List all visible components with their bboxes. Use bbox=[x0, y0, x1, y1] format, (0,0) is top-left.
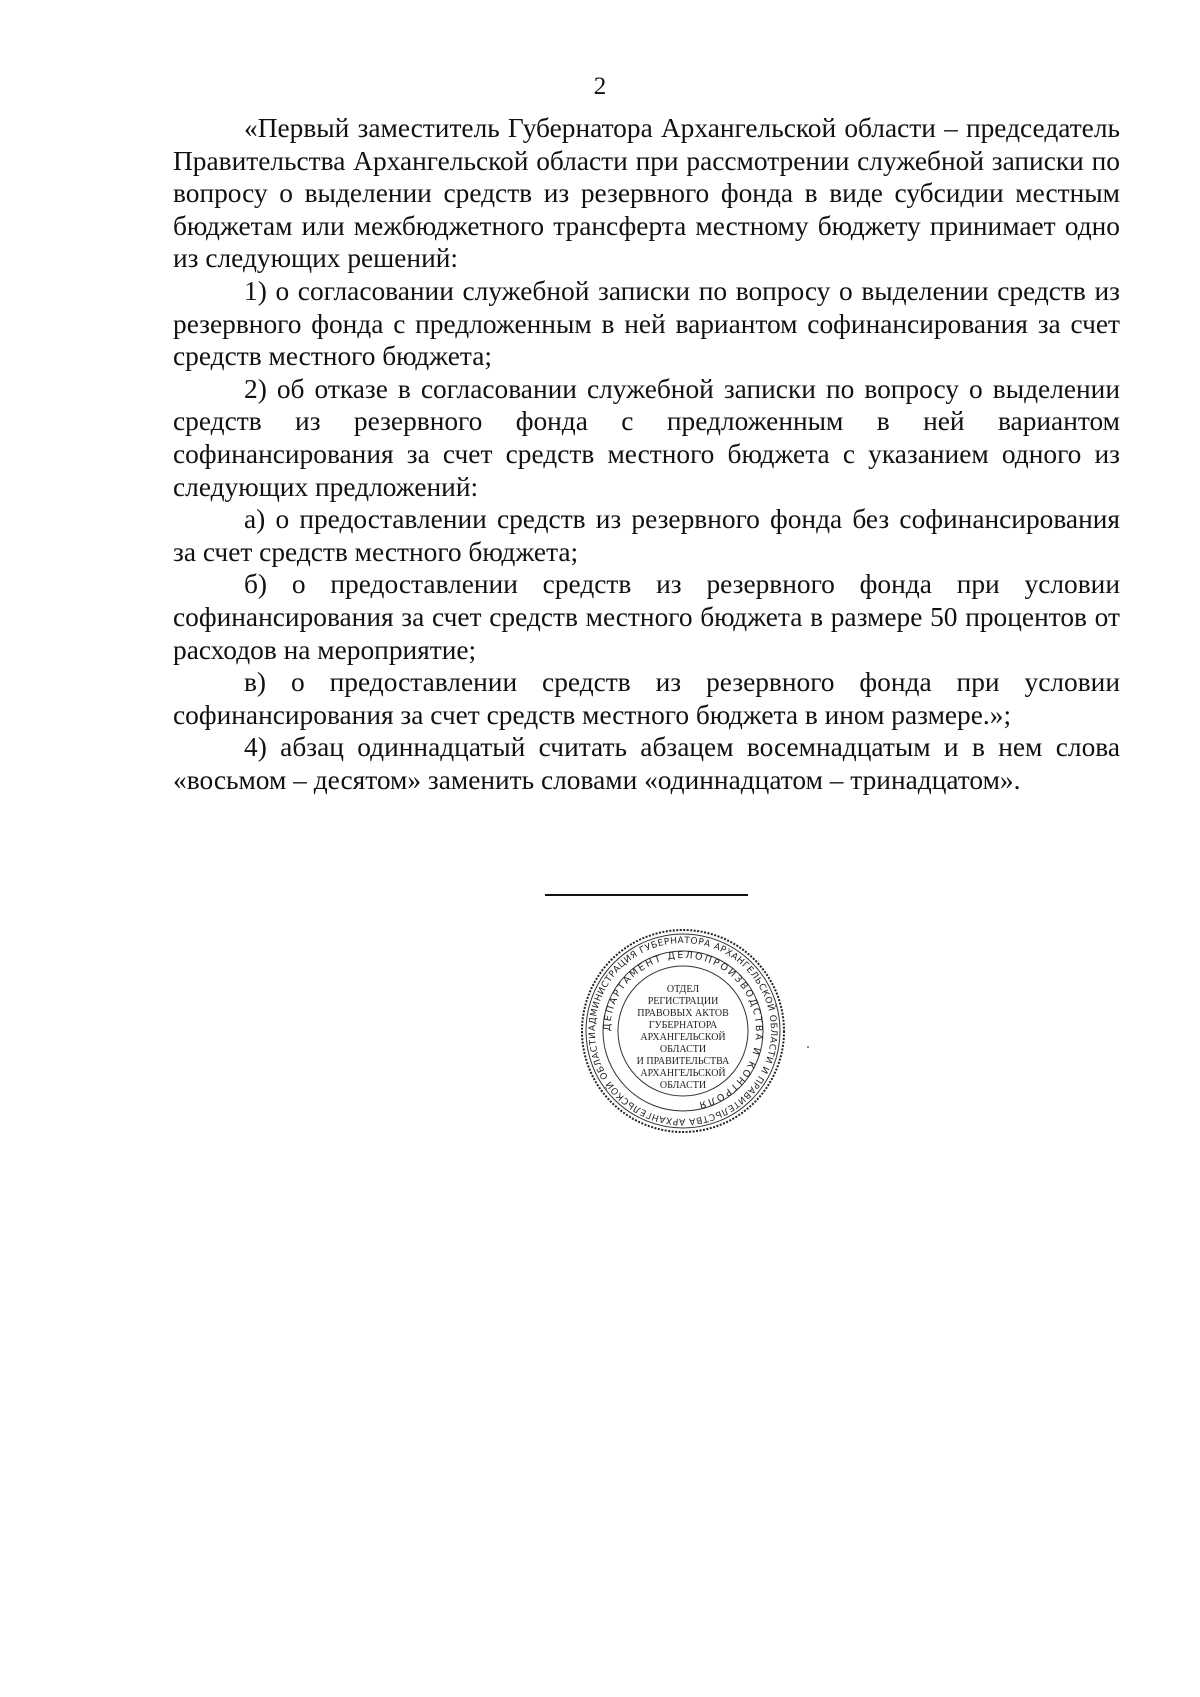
paragraph-item-2: 2) об отказе в согласовании служебной записки по вопросу о выделении средств из резервного фонда с предложенным в ней вариантом софинансирования за счет средств местного бюджета с указанием одного из следующих предложений: bbox=[173, 373, 1120, 502]
document-body bbox=[173, 112, 1120, 796]
seal-center-line: АРХАНГЕЛЬСКОЙ bbox=[640, 1032, 726, 1043]
official-seal bbox=[578, 926, 788, 1136]
seal-center-line: ОТДЕЛ bbox=[666, 984, 700, 995]
paragraph-item-a: а) о предоставлении средств из резервного фонда без софинансирования за счет средств местного бюджета; bbox=[173, 504, 1120, 567]
paragraph-item-4: 4) абзац одиннадцатый считать абзацем восемнадцатым и в нем слова «восьмом – десятом» заменить словами «одиннадцатом – тринадцатом». bbox=[173, 732, 1120, 795]
seal-center-line: АРХАНГЕЛЬСКОЙ bbox=[640, 1068, 726, 1079]
seal-center-line: ОБЛАСТИ bbox=[659, 1080, 707, 1091]
paragraph-item-b: б) о предоставлении средств из резервного фонда при условии софинансирования за счет средств местного бюджета в размере 50 процентов от расходов на мероприятие; bbox=[173, 569, 1120, 665]
seal-inner-text: ДЕПАРТАМЕНТ ДЕЛОПРОИЗВОДСТВА И КОНТРОЛЯ bbox=[601, 949, 765, 1111]
scan-dot bbox=[807, 1046, 809, 1048]
seal-center-line: ГУБЕРНАТОРА bbox=[648, 1020, 718, 1031]
seal-outer-text: АДМИНИСТРАЦИЯ ГУБЕРНАТОРА АРХАНГЕЛЬСКОЙ ОБЛАСТИ И ПРАВИТЕЛЬСТВА АРХАНГЕЛЬСКОЙ ОБЛАСТИ bbox=[587, 935, 779, 1127]
paragraph-item-v: в) о предоставлении средств из резервного фонда при условии софинансирования за счет средств местного бюджета в ином размере.»; bbox=[173, 667, 1120, 730]
seal-center-line: ПРАВОВЫХ АКТОВ bbox=[637, 1008, 729, 1019]
seal-center-line: РЕГИСТРАЦИИ bbox=[647, 996, 719, 1007]
page-number: 2 bbox=[593, 73, 607, 100]
separator-line bbox=[545, 894, 748, 896]
seal-center-line: ОБЛАСТИ bbox=[659, 1044, 707, 1055]
seal-center-line: И ПРАВИТЕЛЬСТВА bbox=[636, 1056, 730, 1067]
seal-graphic bbox=[578, 926, 788, 1136]
paragraph-item-1: 1) о согласовании служебной записки по вопросу о выделении средств из резервного фонда с предложенным в ней вариантом софинансирования за счет средств местного бюджета; bbox=[173, 275, 1120, 372]
paragraph-intro: «Первый заместитель Губернатора Архангельской области – председатель Правительства Архангельской области при рассмотрении служебной записки по вопросу о выделении средств из резервного фонда в виде субсидии местным бюджетам или межбюджетного трансферта местному бюджету принимает одно из следующих решений: bbox=[173, 113, 1120, 274]
